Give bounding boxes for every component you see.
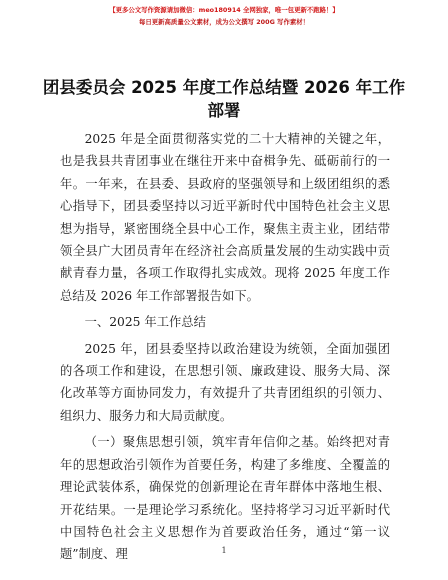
paragraph-summary: 2025 年，团县委坚持以政治建设为统领，全面加强团的各项工作和建设，在思想引领、廉政建设、服务大局、深化改革等方面协同发力，有效提升了共青团组织的引领力、组织力、服务力和大局贡献度。 [60, 341, 390, 423]
section-heading-1: 一、2025 年工作总结 [84, 315, 206, 330]
document-title: 团县委员会 2025 年度工作总结暨 2026 年工作部署 [42, 78, 406, 120]
promo-line-2: 每日更新高质量公文素材，成为公文撰写 200G 写作素材！ [138, 18, 310, 26]
promo-line-1: 【更多公文写作资源请加微信：meo180914 全网独家，唯一包更新不跑路！】 [109, 6, 339, 14]
promo-banner [0, 4, 448, 28]
page-number: 1 [221, 546, 227, 555]
paragraph-subsection-1: （一）聚焦思想引领，筑牢青年信仰之基。始终把对青年的思想政治引领作为首要任务，构建了多维度、全覆盖的理论武装体系，确保党的创新理论在青年群体中落地生根、开花结果。一是理论学习系统化。坚持将学习习近平新时代中国特色社会主义思想作为首要政治任务，通过“第一议题”制度、理 [60, 435, 390, 562]
paragraph-intro: 2025 年是全面贯彻落实党的二十大精神的关键之年，也是我县共青团事业在继往开来中奋楫争先、砥砺前行的一年。一年来，在县委、县政府的坚强领导和上级团组织的悉心指导下，团县委坚持以习近平新时代中国特色社会主义思想为指导，紧密围绕全县中心工作，聚焦主责主业，团结带领全县广大团员青年在经济社会高质量发展的生动实践中贡献青春力量，各项工作取得扎实成效。现将 2025 年度工作总结及 2026 年工作部署报告如下。 [60, 132, 390, 303]
document-body [60, 128, 390, 566]
